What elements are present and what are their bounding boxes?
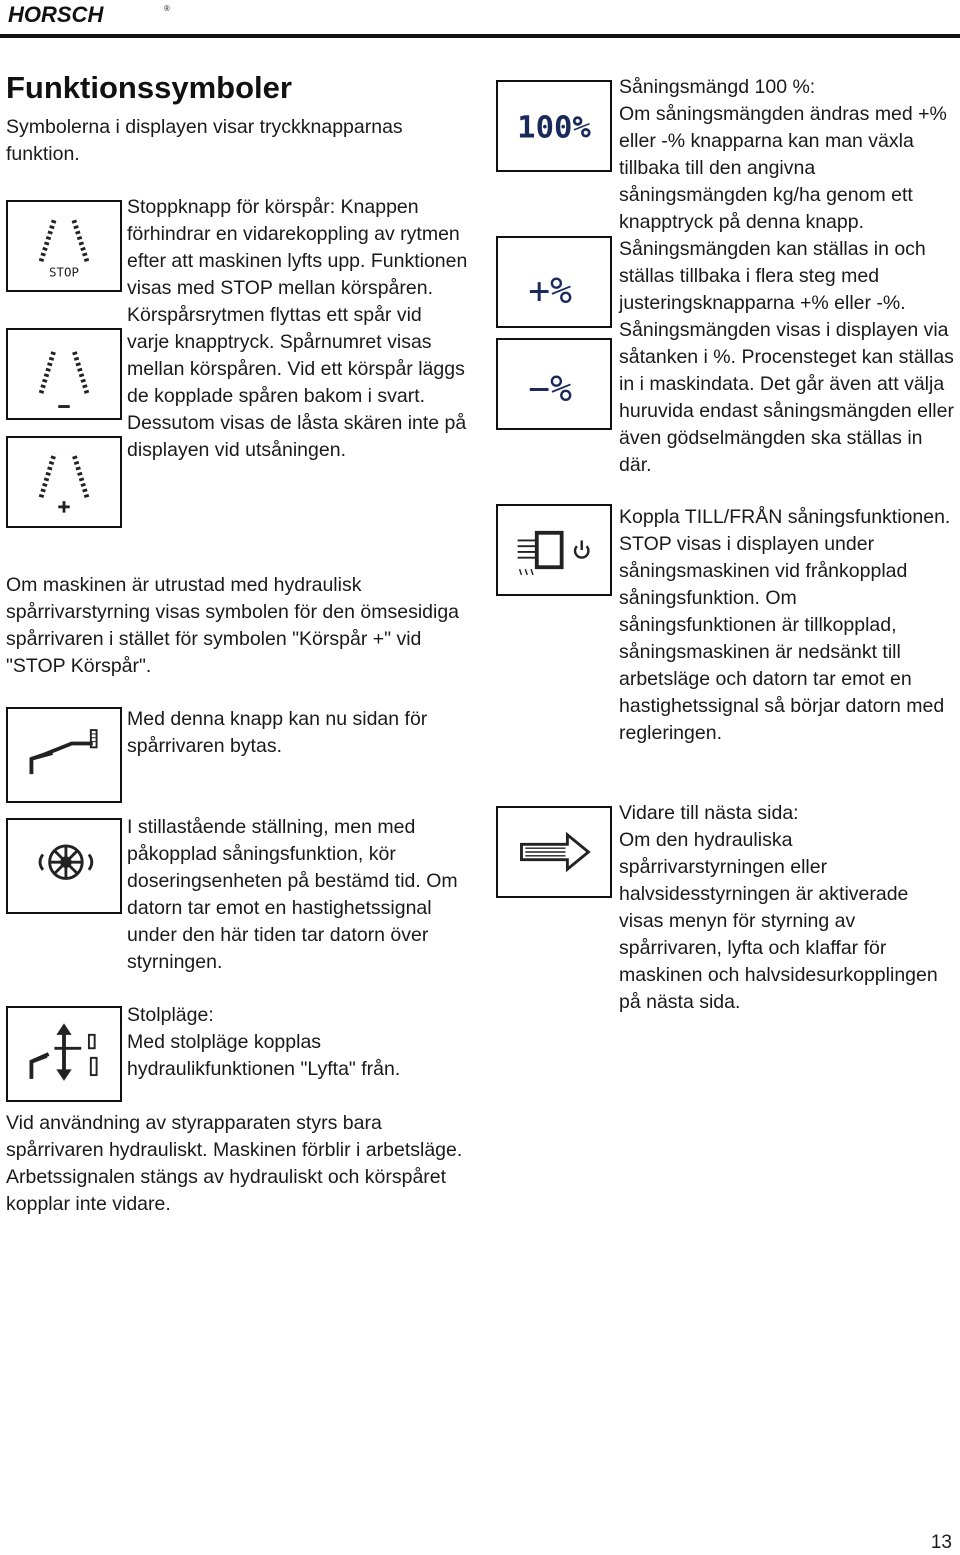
next-page-description: Om den hydrauliska spårrivarstyrningen eller halvsidesstyrningen är aktiverade visas menyn för styrning av spårrivaren, lyfta och klaffar för maskinen och halvsidesurkopplingen på nästa sida. xyxy=(619,829,938,1013)
marker-description: Med denna knapp kan nu sidan för spårrivaren bytas. xyxy=(127,708,428,757)
rate-100-icon xyxy=(496,80,612,172)
hydraulic-paragraph: Om maskinen är utrustad med hydraulisk spårrivarstyrning visas symbolen för den ömsesidiga spårrivaren i stället för symbolen "Körspår +" vid "STOP Körspår". xyxy=(6,574,460,677)
svg-text:+%: +% xyxy=(528,269,573,313)
rate-minus-icon xyxy=(496,338,612,430)
intro-text: Symbolerna i displayen visar tryckknapparnas funktion. xyxy=(6,116,403,165)
horsch-logo xyxy=(6,2,176,26)
svg-text:100%: 100% xyxy=(517,110,591,146)
page-number: 13 xyxy=(930,1532,952,1553)
svg-text:®: ® xyxy=(164,4,170,13)
svg-text:STOP: STOP xyxy=(49,264,79,280)
next-page-section xyxy=(619,800,958,1016)
bottom-paragraph: Vid användning av styrapparaten styrs bara spårrivaren hydrauliskt. Maskinen förblir i arbetsläge. Arbetssignalen stängs av hydrauliskt och körspåret kopplar inte vidare. xyxy=(6,1112,463,1215)
tramline-plus-icon xyxy=(6,436,122,528)
metering-wheel-icon xyxy=(6,818,122,914)
rate-section xyxy=(619,74,958,479)
onoff-description: Koppla TILL/FRÅN såningsfunktionen. STOP visas i displayen under såningsmaskinen vid frånkopplad såningsfunktion. Om såningsfunktionen är tillkopplad, såningsmaskinen är nedsänkt till arbetsläge och datorn tar emot en hastighetssignal så börjar datorn med regleringen. xyxy=(619,506,951,744)
tramline-minus-icon xyxy=(6,328,122,420)
header-rule xyxy=(0,34,960,38)
page-title: Funktionssymboler xyxy=(6,70,292,105)
pole-title: Stolpläge: xyxy=(127,1004,214,1026)
rate-title: Såningsmängd 100 %: xyxy=(619,76,816,98)
tramline-description: Stoppknapp för körspår: Knappen förhindrar en vidarekoppling av rytmen efter att maskinen lyfts upp. Funktionen visas med STOP mellan körspåren. Körspårsrytmen flyttas ett spår vid varje knapptryck. Spårnumret visas mellan körspåren. Vid ett körspår läggs de kopplade spåren bakom i svart. Dessutom visas de låsta skären inte på displayen vid utsåningen. xyxy=(127,196,468,461)
tramline-stop-icon xyxy=(6,200,122,292)
pole-description: Med stolpläge kopplas hydraulikfunktionen "Lyfta" från. xyxy=(127,1031,401,1080)
calibration-description: I stillastående ställning, men med påkopplad såningsfunktion, kör doseringsenheten på bestämd tid. Om datorn tar emot en hastighetssignal under den här tiden tar datorn över styrningen. xyxy=(127,816,458,973)
seeding-onoff-icon xyxy=(496,504,612,596)
next-page-title: Vidare till nästa sida: xyxy=(619,802,799,824)
pole-position-icon xyxy=(6,1006,122,1102)
track-marker-switch-icon xyxy=(6,707,122,803)
svg-text:HORSCH: HORSCH xyxy=(8,2,104,26)
rate-description: Om såningsmängden ändras med +% eller -% knapparna kan man växla tillbaka till den angivna såningsmängden kg/ha genom ett knapptryck på denna knapp. Såningsmängden kan ställas in och ställas tillbaka i flera steg med justeringsknapparna +% eller -%. Såningsmängden visas i displayen via såtanken i %. Procensteget kan ställas in i maskindata. Det går även att välja huruvida endast såningsmängden eller även gödselmängden ska ställas in där. xyxy=(619,103,954,476)
rate-plus-icon xyxy=(496,236,612,328)
next-page-arrow-icon xyxy=(496,806,612,898)
svg-text:−%: −% xyxy=(528,367,573,411)
